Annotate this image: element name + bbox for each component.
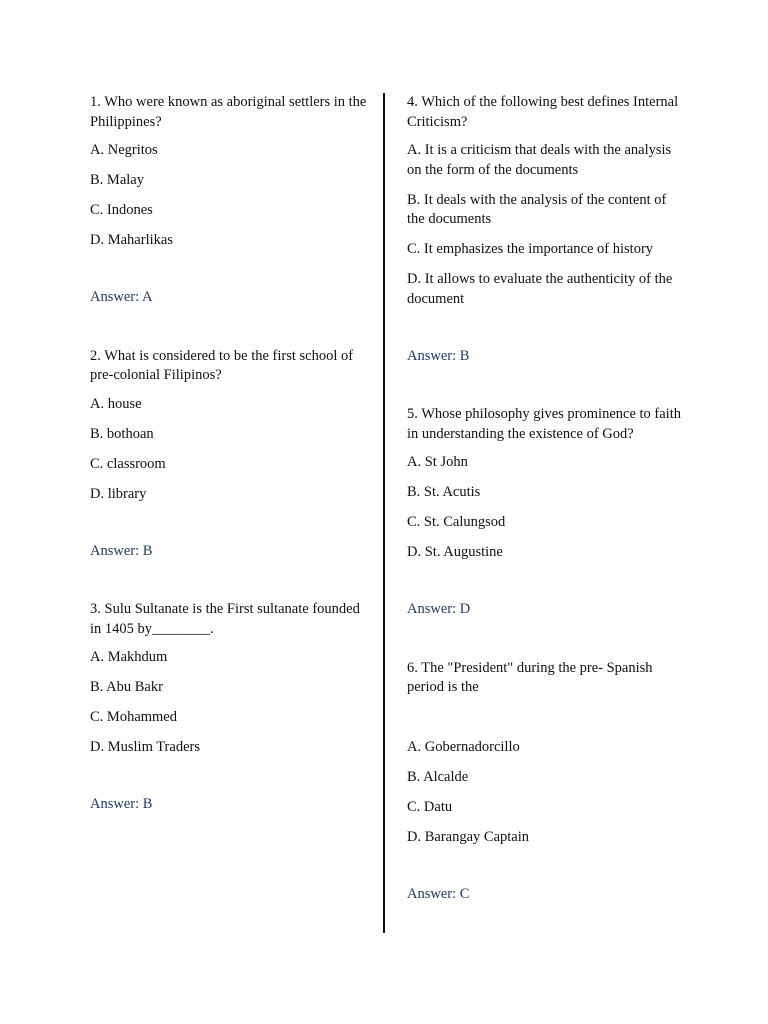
left-column	[90, 93, 368, 815]
option-c: C. Indones	[90, 202, 153, 218]
option-d: D. St. Augustine	[407, 544, 503, 560]
question-text: 4. Which of the following best defines Internal Criticism?	[407, 94, 679, 130]
right-column	[407, 93, 682, 904]
option-b: B. Alcalde	[407, 768, 469, 785]
question-text: 3. Sulu Sultanate is the First sultanate founded in 1405 by________.	[90, 601, 360, 637]
question-text: 1. Who were known as aboriginal settlers in the Philippines?	[90, 94, 367, 130]
option-b: B. It deals with the analysis of the content of the documents	[407, 191, 667, 227]
option-d: D. Maharlikas	[90, 232, 173, 248]
answer-text: Answer: B	[90, 542, 153, 559]
option-d: D. Barangay Captain	[407, 828, 530, 845]
option-a: A. Negritos	[90, 142, 158, 158]
answer-text: Answer: B	[90, 796, 153, 812]
option-b: B. Abu Bakr	[90, 679, 163, 695]
option-d: D. library	[90, 485, 147, 502]
option-b: B. St. Acutis	[407, 484, 481, 500]
option-c: C. Mohammed	[90, 709, 177, 725]
answer-text: Answer: B	[407, 347, 470, 364]
question-block	[90, 93, 368, 308]
option-c: C. It emphasizes the importance of history	[407, 241, 654, 257]
answer-text: Answer: C	[407, 885, 470, 902]
option-c: C. classroom	[90, 455, 166, 472]
question-block	[407, 659, 682, 905]
option-d: D. Muslim Traders	[90, 739, 200, 755]
answer-text: Answer: A	[90, 289, 153, 305]
column-divider	[383, 93, 385, 933]
question-text: 5. Whose philosophy gives prominence to faith in understanding the existence of God?	[407, 406, 681, 442]
option-b: B. Malay	[90, 172, 144, 188]
question-text: 6. The "President" during the pre- Spanish period is the	[407, 659, 653, 695]
answer-text: Answer: D	[407, 601, 471, 617]
question-block	[407, 405, 682, 620]
option-a: A. St John	[407, 454, 468, 470]
option-c: C. Datu	[407, 798, 453, 815]
question-text: 2. What is considered to be the first school of pre-colonial Filipinos?	[90, 347, 354, 383]
question-block	[90, 600, 368, 815]
option-d: D. It allows to evaluate the authenticity of the document	[407, 271, 673, 307]
option-a: A. Gobernadorcillo	[407, 738, 520, 755]
question-block	[407, 93, 682, 366]
option-a: A. Makhdum	[90, 649, 168, 665]
option-a: A. house	[90, 395, 142, 412]
option-b: B. bothoan	[90, 425, 154, 442]
question-block	[90, 347, 368, 562]
option-a: A. It is a criticism that deals with the analysis on the form of the documents	[407, 142, 672, 178]
option-c: C. St. Calungsod	[407, 514, 506, 530]
